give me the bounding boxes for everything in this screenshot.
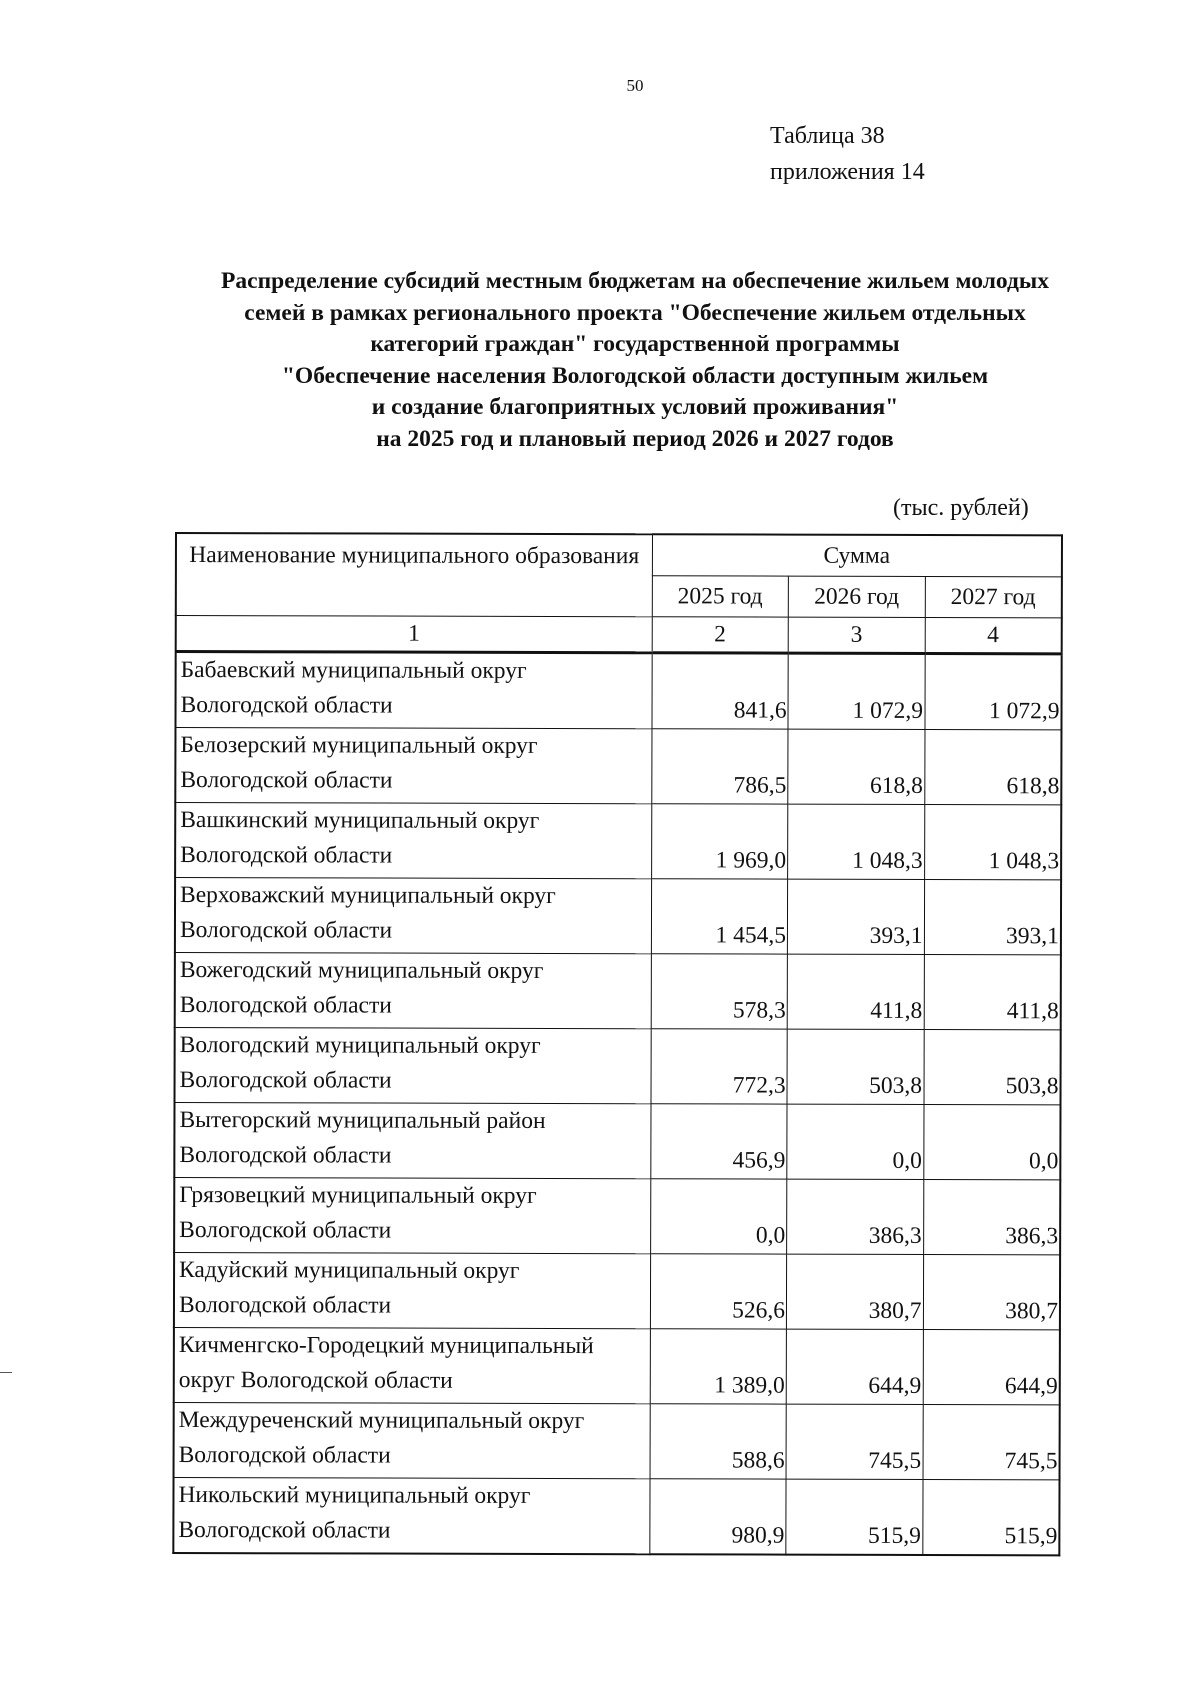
municipality-name xyxy=(173,1477,649,1554)
municipality-name-line-1: Кадуйский муниципальный округ xyxy=(179,1257,520,1284)
value-2026: 1 072,9 xyxy=(788,653,925,729)
value-2025: 772,3 xyxy=(651,1029,788,1104)
municipality-name-line-1: Вашкинский муниципальный округ xyxy=(180,807,540,834)
value-2025: 980,9 xyxy=(649,1479,786,1555)
value-2027: 618,8 xyxy=(924,729,1061,804)
table-reference-line-2: приложения 14 xyxy=(770,159,925,185)
subsidy-table xyxy=(172,532,1063,1556)
table-body xyxy=(173,652,1061,1556)
value-2026: 386,3 xyxy=(787,1179,924,1254)
value-2026: 1 048,3 xyxy=(788,804,925,879)
municipality-name-line-2: Вологодской области xyxy=(180,692,393,719)
value-2027: 1 072,9 xyxy=(925,653,1062,729)
municipality-name-line-2: Вологодской области xyxy=(179,1067,392,1094)
page-number: 50 xyxy=(626,76,644,95)
municipality-name-line-2: Вологодской области xyxy=(179,1142,392,1169)
value-2026: 503,8 xyxy=(787,1029,924,1104)
value-2027: 0,0 xyxy=(923,1104,1060,1179)
table-reference-line-1: Таблица 38 xyxy=(770,123,885,149)
document-title xyxy=(150,266,1120,455)
municipality-name xyxy=(175,1028,651,1104)
value-2025: 578,3 xyxy=(651,954,788,1029)
value-2025: 1 969,0 xyxy=(651,804,788,879)
table-row xyxy=(175,728,1061,805)
municipality-name-line-2: Вологодской области xyxy=(178,1442,391,1469)
table-row xyxy=(174,1253,1060,1330)
value-2027: 393,1 xyxy=(924,879,1061,954)
municipality-name-line-2: Вологодской области xyxy=(179,917,393,944)
value-2026: 745,5 xyxy=(786,1404,923,1479)
municipality-name-line-1: Вожегодский муниципальный округ xyxy=(179,957,544,984)
municipality-name xyxy=(175,953,651,1029)
value-2026: 380,7 xyxy=(786,1254,923,1329)
value-2026: 411,8 xyxy=(787,954,924,1029)
title-line: "Обеспечение населения Вологодской области доступным жильем xyxy=(281,362,989,389)
title-line: семей в рамках регионального проекта "Обеспечение жильем отдельных xyxy=(244,299,1026,326)
municipality-name-line-2: округ Вологодской области xyxy=(178,1367,453,1394)
municipality-name-line-1: Вологодский муниципальный округ xyxy=(179,1032,541,1059)
municipality-name-line-2: Вологодской области xyxy=(180,767,393,794)
header-sum: Сумма xyxy=(652,534,1062,577)
header-municipality-name: Наименование муниципального образования xyxy=(176,533,652,617)
table-row xyxy=(174,1178,1060,1255)
municipality-name-line-1: Верховажский муниципальный округ xyxy=(180,882,556,909)
value-2027: 380,7 xyxy=(923,1254,1060,1329)
municipality-name-line-2: Вологодской области xyxy=(179,1217,392,1244)
municipality-name-line-1: Никольский муниципальный округ xyxy=(178,1482,531,1509)
value-2027: 644,9 xyxy=(923,1329,1060,1404)
municipality-name-line-1: Бабаевский муниципальный округ xyxy=(180,657,527,684)
table-row xyxy=(175,1028,1061,1105)
municipality-name xyxy=(174,1327,650,1403)
column-number: 4 xyxy=(925,617,1062,653)
municipality-name xyxy=(174,1402,650,1478)
value-2025: 588,6 xyxy=(650,1404,787,1479)
municipality-name-line-2: Вологодской области xyxy=(180,842,393,869)
municipality-name xyxy=(175,878,651,954)
municipality-name-line-1: Белозерский муниципальный округ xyxy=(180,732,538,759)
units-label: (тыс. рублей) xyxy=(893,495,1029,521)
municipality-name xyxy=(174,1253,650,1329)
municipality-name-line-2: Вологодской области xyxy=(179,992,392,1019)
header-year-2025: 2025 год xyxy=(652,576,789,617)
value-2026: 0,0 xyxy=(787,1104,924,1179)
title-line: категорий граждан" государственной программы xyxy=(370,331,900,357)
table-row xyxy=(173,1477,1059,1555)
value-2025: 786,5 xyxy=(651,729,788,804)
table-reference xyxy=(770,118,925,190)
value-2025: 1 454,5 xyxy=(651,879,788,954)
value-2026: 644,9 xyxy=(786,1329,923,1404)
value-2025: 1 389,0 xyxy=(650,1329,787,1404)
title-line: Распределение субсидий местным бюджетам на обеспечение жильем молодых xyxy=(221,268,1049,294)
table-row xyxy=(175,878,1061,955)
municipality-name-line-2: Вологодской области xyxy=(178,1517,391,1544)
column-number: 1 xyxy=(176,616,652,653)
municipality-name-line-1: Кичменгско-Городецкий муниципальный xyxy=(178,1332,594,1360)
value-2026: 393,1 xyxy=(787,879,924,954)
municipality-name-line-1: Вытегорский муниципальный район xyxy=(179,1107,546,1134)
header-year-2026: 2026 год xyxy=(788,576,925,617)
table-row xyxy=(175,652,1061,730)
table-row xyxy=(174,1327,1060,1404)
value-2027: 386,3 xyxy=(923,1179,1060,1254)
column-number: 2 xyxy=(652,617,789,653)
municipality-name xyxy=(174,1103,650,1179)
municipality-name-line-2: Вологодской области xyxy=(178,1292,392,1319)
header-year-2027: 2027 год xyxy=(925,576,1062,617)
value-2025: 456,9 xyxy=(650,1104,787,1179)
municipality-name xyxy=(174,1178,650,1254)
value-2026: 618,8 xyxy=(788,729,925,804)
value-2025: 841,6 xyxy=(652,653,789,729)
scan-edge-mark xyxy=(0,1372,12,1373)
municipality-name-line-1: Междуреченский муниципальный округ xyxy=(178,1407,585,1435)
municipality-name xyxy=(175,803,651,879)
table-row xyxy=(174,1402,1060,1479)
value-2027: 745,5 xyxy=(923,1404,1060,1479)
column-number: 3 xyxy=(788,617,925,653)
value-2027: 1 048,3 xyxy=(924,804,1061,879)
value-2025: 526,6 xyxy=(650,1254,787,1329)
municipality-name xyxy=(175,728,651,804)
municipality-name xyxy=(175,652,651,729)
table-row xyxy=(175,953,1061,1030)
value-2027: 515,9 xyxy=(922,1479,1059,1555)
table-row xyxy=(174,1103,1060,1180)
table-row xyxy=(175,803,1061,880)
title-line: на 2025 год и плановый период 2026 и 2027 годов xyxy=(376,425,894,452)
value-2027: 411,8 xyxy=(924,954,1061,1029)
value-2025: 0,0 xyxy=(650,1179,787,1254)
title-line: и создание благоприятных условий проживания" xyxy=(371,394,899,420)
value-2026: 515,9 xyxy=(786,1479,923,1555)
municipality-name-line-1: Грязовецкий муниципальный округ xyxy=(179,1182,537,1209)
value-2027: 503,8 xyxy=(924,1029,1061,1104)
